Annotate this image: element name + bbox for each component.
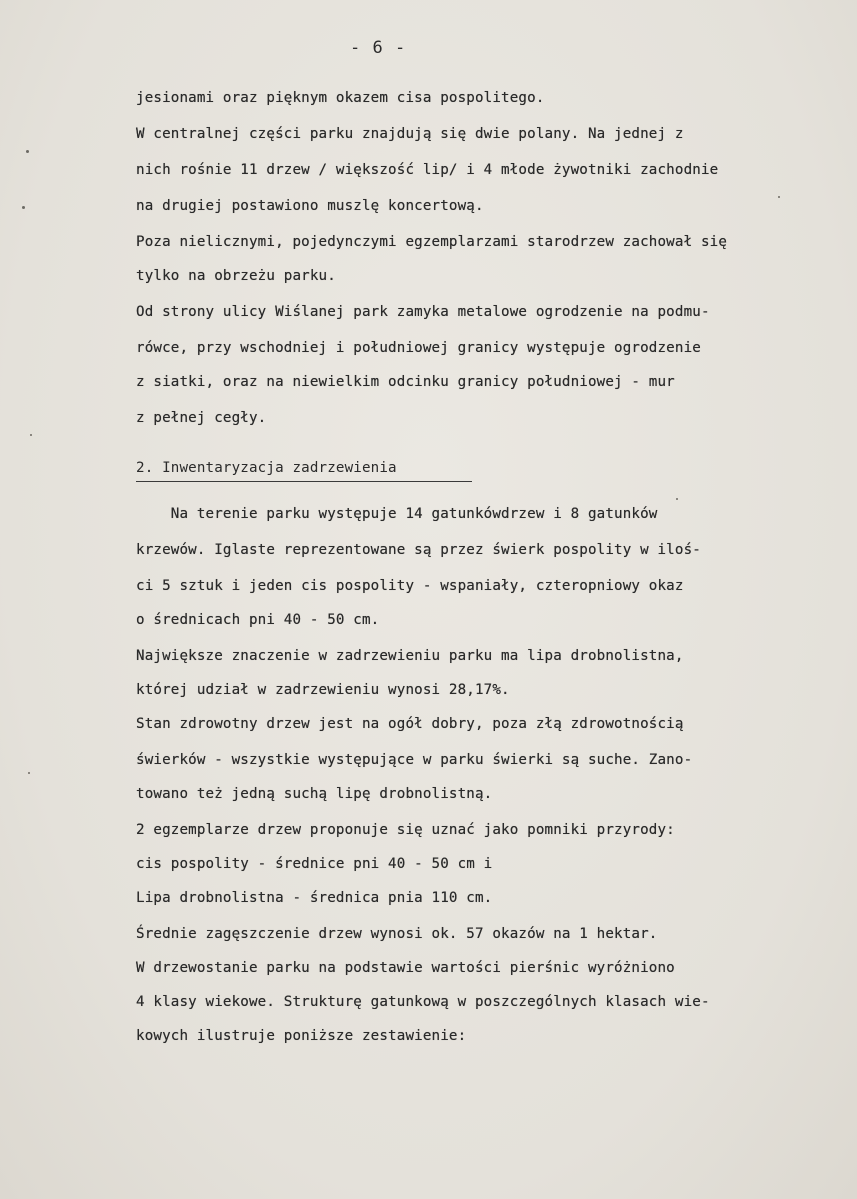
text-line: o średnicach pni 40 - 50 cm. [136,612,380,628]
text-line: 4 klasy wiekowe. Strukturę gatunkową w poszczególnych klasach wie- [136,994,710,1010]
text-line: 2 egzemplarze drzew proponuje się uznać jako pomniki przyrody: [136,822,675,838]
text-line: cis pospolity - średnice pni 40 - 50 cm i [136,856,493,872]
text-line: W centralnej części parku znajdują się dwie polany. Na jednej z [136,126,684,142]
paper-speck [30,434,32,436]
text-line: na drugiej postawiono muszlę koncertową. [136,198,484,214]
paper-speck [28,772,30,774]
text-line: Na terenie parku występuje 14 gatunkówdrzew i 8 gatunków [136,506,658,522]
paper-speck [676,498,678,500]
text-line: kowych ilustruje poniższe zestawienie: [136,1028,467,1044]
text-line: świerków - wszystkie występujące w parku świerki są suche. Zano- [136,752,693,768]
page-number: - 6 - [350,38,407,58]
text-line: Poza nielicznymi, pojedynczymi egzemplarzami starodrzew zachował się [136,234,728,250]
text-line: W drzewostanie parku na podstawie wartości pierśnic wyróżniono [136,960,675,976]
paper-speck [22,206,25,209]
section-heading: 2. Inwentaryzacja zadrzewienia [136,460,397,476]
text-line: krzewów. Iglaste reprezentowane są przez świerk pospolity w iloś- [136,542,701,558]
text-line: Stan zdrowotny drzew jest na ogół dobry, poza złą zdrowotnością [136,716,684,732]
section-heading-underline [136,481,472,482]
text-line: towano też jedną suchą lipę drobnolistną. [136,786,493,802]
text-line: tylko na obrzeżu parku. [136,268,336,284]
text-line: ci 5 sztuk i jeden cis pospolity - wspaniały, czteropniowy okaz [136,578,684,594]
text-line: Lipa drobnolistna - średnica pnia 110 cm. [136,890,493,906]
text-line: jesionami oraz pięknym okazem cisa pospolitego. [136,90,545,106]
text-line: z siatki, oraz na niewielkim odcinku granicy południowej - mur [136,374,675,390]
text-line: Największe znaczenie w zadrzewieniu parku ma lipa drobnolistna, [136,648,684,664]
text-line: rówce, przy wschodniej i południowej granicy występuje ogrodzenie [136,340,701,356]
text-line: której udział w zadrzewieniu wynosi 28,17%. [136,682,510,698]
text-line: Średnie zagęszczenie drzew wynosi ok. 57 okazów na 1 hektar. [136,926,658,942]
paper-speck [778,196,780,198]
paper-speck [26,150,29,153]
text-line: nich rośnie 11 drzew / większość lip/ i 4 młode żywotniki zachodnie [136,162,719,178]
text-line: Od strony ulicy Wiślanej park zamyka metalowe ogrodzenie na podmu- [136,304,710,320]
text-line: z pełnej cegły. [136,410,267,426]
